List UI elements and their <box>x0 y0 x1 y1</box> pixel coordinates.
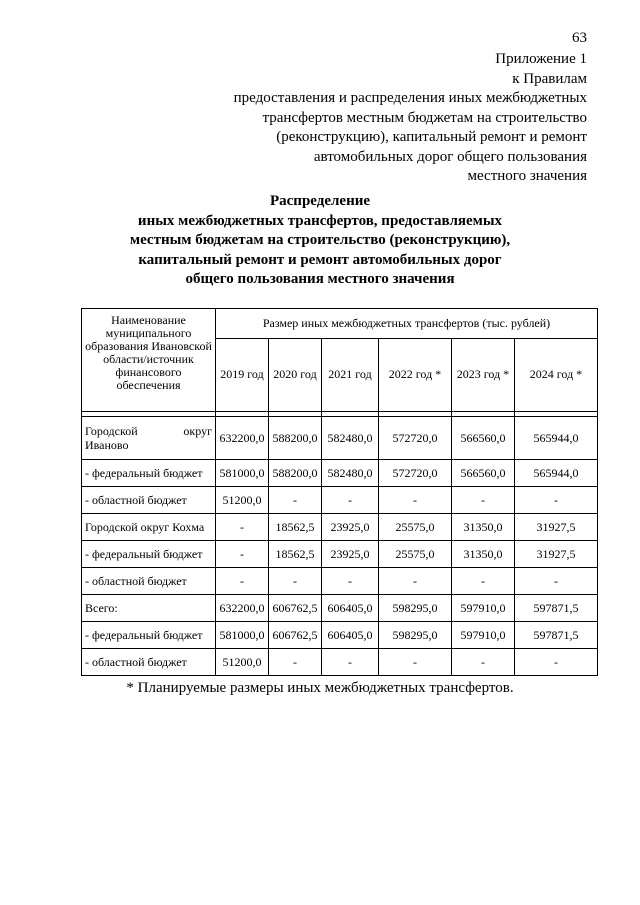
header-line: образования Ивановской <box>85 339 212 353</box>
table-cell: 632200,0 <box>216 417 269 460</box>
row-name: Всего: <box>82 595 216 622</box>
row-name: - областной бюджет <box>82 568 216 595</box>
appendix-line: местного значения <box>467 168 587 184</box>
row-name: - областной бюджет <box>82 649 216 676</box>
table-cell: - <box>515 568 598 595</box>
title-line: общего пользования местного значения <box>185 271 455 287</box>
table-cell: 581000,0 <box>216 460 269 487</box>
table-cell: 588200,0 <box>269 460 322 487</box>
year-header: 2021 год <box>322 338 379 411</box>
table-cell: 597910,0 <box>452 595 515 622</box>
table-cell: 31927,5 <box>515 541 598 568</box>
appendix-header <box>234 50 587 187</box>
title-line: капитальный ремонт и ремонт автомобильных дорог <box>138 251 502 268</box>
table-cell: 18562,5 <box>269 541 322 568</box>
table-cell: 582480,0 <box>322 460 379 487</box>
table-row <box>82 514 598 541</box>
table-cell: 31927,5 <box>515 514 598 541</box>
table-row <box>82 541 598 568</box>
header-line: финансового <box>115 365 182 379</box>
title-line: местным бюджетам на строительство (реконструкцию), <box>129 232 511 248</box>
table-cell: 31350,0 <box>452 541 515 568</box>
table-cell: 18562,5 <box>269 514 322 541</box>
table-cell: 565944,0 <box>515 417 598 460</box>
table-cell: 25575,0 <box>379 514 452 541</box>
table-cell: - <box>452 649 515 676</box>
appendix-line: предоставления и распределения иных межбюджетных <box>233 90 587 106</box>
table-row <box>82 568 598 595</box>
table-cell: 23925,0 <box>322 541 379 568</box>
table-cell: - <box>322 649 379 676</box>
table-cell: - <box>269 649 322 676</box>
row-name-part: Иваново <box>85 438 129 452</box>
table-row <box>82 417 598 460</box>
table-cell: 597871,5 <box>515 595 598 622</box>
table-cell: 31350,0 <box>452 514 515 541</box>
table-row <box>82 487 598 514</box>
table-cell: 572720,0 <box>379 417 452 460</box>
row-name <box>82 417 216 460</box>
table-cell: - <box>379 649 452 676</box>
year-header: 2019 год <box>216 338 269 411</box>
table-cell: 606762,5 <box>269 622 322 649</box>
table-row <box>82 649 598 676</box>
table-row <box>82 460 598 487</box>
table-cell: - <box>379 487 452 514</box>
table-row <box>82 622 598 649</box>
document-title <box>0 192 640 290</box>
appendix-line: (реконструкцию), капитальный ремонт и ремонт <box>276 129 587 145</box>
table-cell: 597910,0 <box>452 622 515 649</box>
table-cell: 598295,0 <box>379 595 452 622</box>
allocation-table <box>81 308 598 676</box>
table-cell: 582480,0 <box>322 417 379 460</box>
header-line: области/источник <box>103 352 194 366</box>
row-name: - федеральный бюджет <box>82 622 216 649</box>
table-cell: - <box>379 568 452 595</box>
table-cell: - <box>515 649 598 676</box>
title-line: Распределение <box>269 193 371 209</box>
table-cell: - <box>322 487 379 514</box>
table-cell: - <box>515 487 598 514</box>
table-cell: 25575,0 <box>379 541 452 568</box>
table-cell: 597871,5 <box>515 622 598 649</box>
year-header: 2022 год * <box>379 338 452 411</box>
row-name: - федеральный бюджет <box>82 541 216 568</box>
table-cell: 606405,0 <box>322 595 379 622</box>
year-header: 2023 год * <box>452 338 515 411</box>
header-line: обеспечения <box>116 378 181 392</box>
appendix-line: трансфертов местным бюджетам на строительство <box>262 109 587 126</box>
table-cell: 566560,0 <box>452 417 515 460</box>
appendix-line: к Правилам <box>512 70 587 87</box>
appendix-line: Приложение 1 <box>495 51 587 67</box>
table-cell: - <box>452 568 515 595</box>
footnote: * Планируемые размеры иных межбюджетных трансфертов. <box>126 680 514 696</box>
table-cell: 588200,0 <box>269 417 322 460</box>
appendix-line: автомобильных дорог общего пользования <box>313 148 587 165</box>
size-column-header: Размер иных межбюджетных трансфертов (тыс. рублей) <box>216 309 598 339</box>
table-cell: 606762,5 <box>269 595 322 622</box>
table-cell: 598295,0 <box>379 622 452 649</box>
table-cell: - <box>322 568 379 595</box>
table-cell: - <box>269 487 322 514</box>
year-header: 2024 год * <box>515 338 598 411</box>
table-cell: 581000,0 <box>216 622 269 649</box>
table-cell: 51200,0 <box>216 649 269 676</box>
table-cell: - <box>216 514 269 541</box>
table-row <box>82 595 598 622</box>
row-name: - областной бюджет <box>82 487 216 514</box>
table-cell: - <box>452 487 515 514</box>
table-cell: 51200,0 <box>216 487 269 514</box>
table-cell: - <box>216 568 269 595</box>
table-cell: - <box>269 568 322 595</box>
row-name-part: округ <box>183 424 212 438</box>
year-header: 2020 год <box>269 338 322 411</box>
row-name: Городской округ Кохма <box>82 514 216 541</box>
table-cell: 565944,0 <box>515 460 598 487</box>
page-number: 63 <box>572 30 587 46</box>
table-cell: - <box>216 541 269 568</box>
row-name-part: Городской <box>85 424 138 438</box>
table-cell: 566560,0 <box>452 460 515 487</box>
table-cell: 23925,0 <box>322 514 379 541</box>
row-name: - федеральный бюджет <box>82 460 216 487</box>
header-line: муниципального <box>105 326 192 340</box>
table-cell: 606405,0 <box>322 622 379 649</box>
table-cell: 572720,0 <box>379 460 452 487</box>
header-line: Наименование <box>111 313 186 327</box>
name-column-header <box>82 309 216 412</box>
title-line: иных межбюджетных трансфертов, предоставляемых <box>137 212 503 229</box>
table-cell: 632200,0 <box>216 595 269 622</box>
